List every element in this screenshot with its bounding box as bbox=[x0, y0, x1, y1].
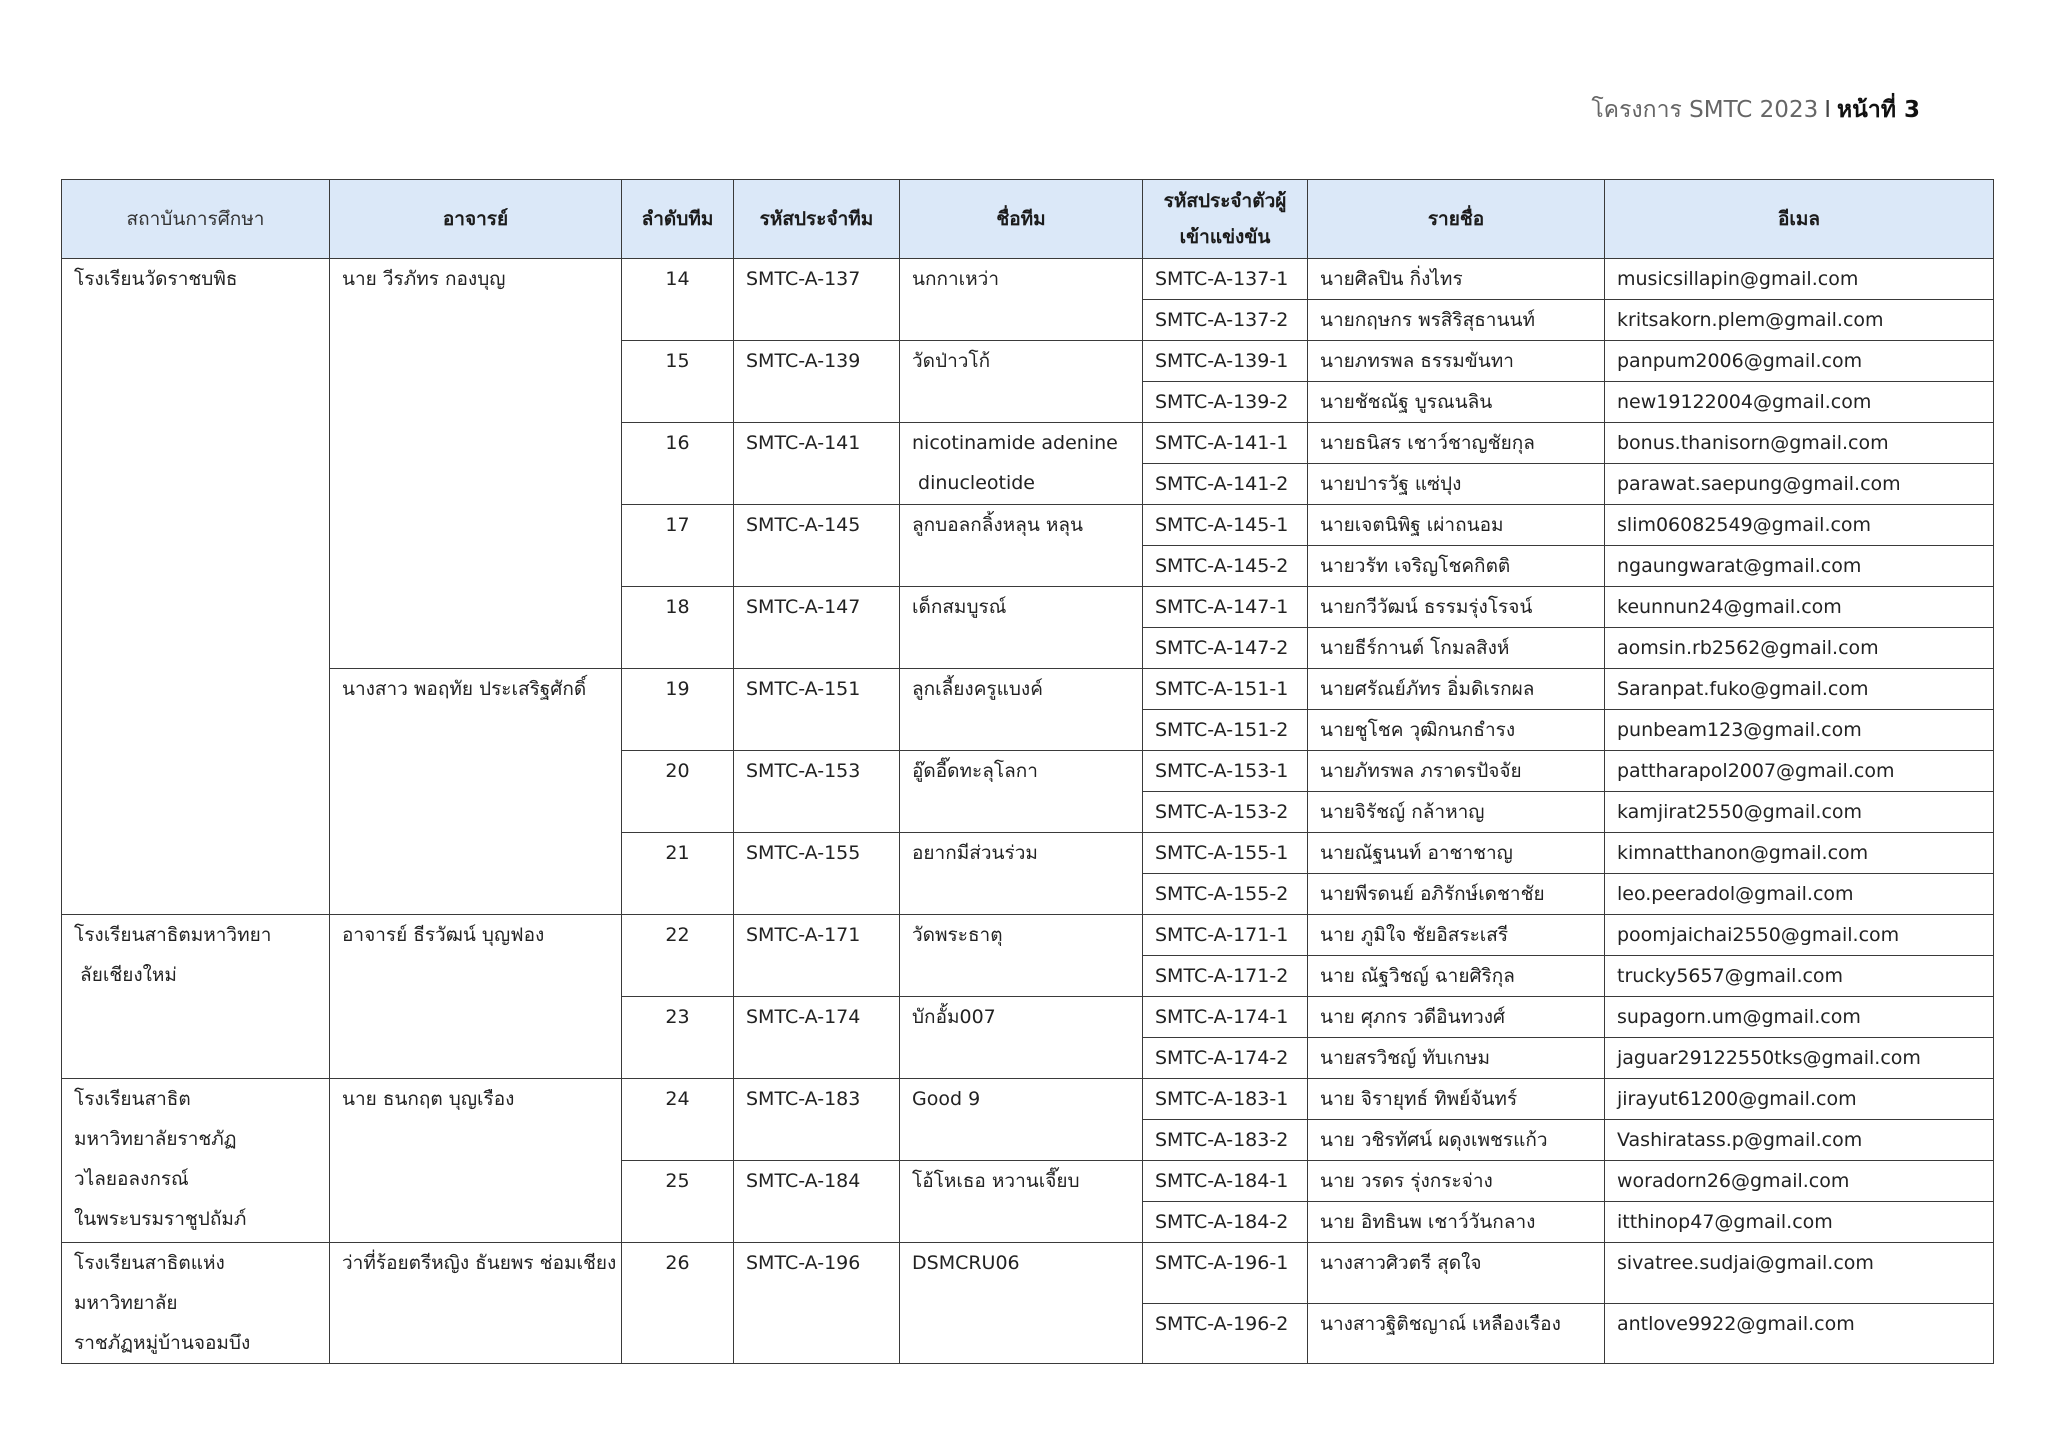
email-cell: Saranpat.fuko@gmail.com bbox=[1605, 669, 1994, 710]
page-header bbox=[1591, 92, 1920, 128]
institution-cell bbox=[62, 259, 330, 915]
member-name-cell: นางสาวศิวตรี สุดใจ bbox=[1308, 1243, 1605, 1304]
advisor-text: นาย วีรภัทร กองบุญ bbox=[342, 268, 506, 290]
team-code-cell: SMTC-A-153 bbox=[734, 751, 900, 833]
member-name-cell: นาย อิทธินพ เชาว์วันกลาง bbox=[1308, 1202, 1605, 1243]
member-code-cell: SMTC-A-183-1 bbox=[1143, 1079, 1308, 1120]
institution-cell bbox=[62, 915, 330, 1079]
member-name-cell: นายณัฐนนท์ อาชาชาญ bbox=[1308, 833, 1605, 874]
email-cell: kritsakorn.plem@gmail.com bbox=[1605, 300, 1994, 341]
member-code-cell: SMTC-A-155-2 bbox=[1143, 874, 1308, 915]
team-no-cell: 24 bbox=[622, 1079, 734, 1161]
team-code-cell: SMTC-A-171 bbox=[734, 915, 900, 997]
email-cell: itthinop47@gmail.com bbox=[1605, 1202, 1994, 1243]
member-name-cell: นายธนิสร เชาว์ชาญชัยกุล bbox=[1308, 423, 1605, 464]
member-code-cell: SMTC-A-147-1 bbox=[1143, 587, 1308, 628]
team-no-cell: 16 bbox=[622, 423, 734, 505]
institution-line1: โรงเรียนสาธิตมหาวิทยา bbox=[74, 924, 272, 946]
member-code-cell: SMTC-A-153-2 bbox=[1143, 792, 1308, 833]
col-header-member-code-line2: เข้าแข่งขัน bbox=[1179, 226, 1271, 248]
email-cell: bonus.thanisorn@gmail.com bbox=[1605, 423, 1994, 464]
email-cell: ngaungwarat@gmail.com bbox=[1605, 546, 1994, 587]
email-cell: supagorn.um@gmail.com bbox=[1605, 997, 1994, 1038]
member-name-cell: นายสรวิชญ์ ทับเกษม bbox=[1308, 1038, 1605, 1079]
col-header-member-code-line1: รหัสประจำตัวผู้ bbox=[1163, 190, 1287, 212]
project-title: โครงการ SMTC 2023 bbox=[1591, 97, 1819, 123]
team-code-cell: SMTC-A-139 bbox=[734, 341, 900, 423]
col-header-team-code: รหัสประจำทีม bbox=[734, 180, 900, 259]
team-no-cell: 23 bbox=[622, 997, 734, 1079]
member-code-cell: SMTC-A-151-1 bbox=[1143, 669, 1308, 710]
member-name-cell: นายศิลปิน กิ่งไทร bbox=[1308, 259, 1605, 300]
member-name-cell: นาย ณัฐวิชญ์ ฉายศิริกุล bbox=[1308, 956, 1605, 997]
table-header-row bbox=[62, 180, 1994, 259]
institution-line3: วไลยอลงกรณ์ bbox=[74, 1168, 189, 1190]
email-cell: aomsin.rb2562@gmail.com bbox=[1605, 628, 1994, 669]
member-code-cell: SMTC-A-137-2 bbox=[1143, 300, 1308, 341]
member-code-cell: SMTC-A-196-2 bbox=[1143, 1303, 1308, 1364]
team-no-cell: 22 bbox=[622, 915, 734, 997]
email-cell: punbeam123@gmail.com bbox=[1605, 710, 1994, 751]
advisor-cell bbox=[330, 1079, 622, 1243]
email-cell: pattharapol2007@gmail.com bbox=[1605, 751, 1994, 792]
email-cell: Vashiratass.p@gmail.com bbox=[1605, 1120, 1994, 1161]
table-row bbox=[62, 1079, 1994, 1120]
institution-line2: ราชภัฏหมู่บ้านจอมบึง bbox=[74, 1332, 251, 1354]
member-name-cell: นาย ศุภกร วดีอินทวงศ์ bbox=[1308, 997, 1605, 1038]
team-no-cell: 19 bbox=[622, 669, 734, 751]
member-name-cell: นายชูโชค วุฒิกนกธำรง bbox=[1308, 710, 1605, 751]
advisor-text: นางสาว พอฤทัย ประเสริฐศักดิ์ bbox=[342, 678, 587, 700]
member-code-cell: SMTC-A-184-1 bbox=[1143, 1161, 1308, 1202]
col-header-member-code bbox=[1143, 180, 1308, 259]
team-name-cell: DSMCRU06 bbox=[900, 1243, 1143, 1364]
member-name-cell: นางสาวฐิติชญาณ์ เหลืองเรือง bbox=[1308, 1303, 1605, 1364]
team-registration-table bbox=[61, 179, 1994, 1364]
team-name-cell: อู๊ดอี๊ดทะลุโลกา bbox=[900, 751, 1143, 833]
member-name-cell: นายภัทรพล ภราดรปัจจัย bbox=[1308, 751, 1605, 792]
member-code-cell: SMTC-A-174-2 bbox=[1143, 1038, 1308, 1079]
email-cell: parawat.saepung@gmail.com bbox=[1605, 464, 1994, 505]
member-name-cell: นาย วชิรทัศน์ ผดุงเพชรแก้ว bbox=[1308, 1120, 1605, 1161]
member-code-cell: SMTC-A-184-2 bbox=[1143, 1202, 1308, 1243]
member-code-cell: SMTC-A-145-1 bbox=[1143, 505, 1308, 546]
team-code-cell: SMTC-A-141 bbox=[734, 423, 900, 505]
table-row bbox=[62, 669, 1994, 710]
advisor-cell bbox=[330, 1243, 622, 1364]
email-cell: antlove9922@gmail.com bbox=[1605, 1303, 1994, 1364]
advisor-cell bbox=[330, 915, 622, 1079]
advisor-text: อาจารย์ ธีรวัฒน์ บุญฟอง bbox=[342, 924, 545, 946]
team-name-cell: อยากมีส่วนร่วม bbox=[900, 833, 1143, 915]
member-name-cell: นาย จิรายุทธ์ ทิพย์จันทร์ bbox=[1308, 1079, 1605, 1120]
email-cell: poomjaichai2550@gmail.com bbox=[1605, 915, 1994, 956]
team-code-cell: SMTC-A-145 bbox=[734, 505, 900, 587]
page-number: หน้าที่ 3 bbox=[1837, 97, 1920, 123]
member-name-cell: นายภทรพล ธรรมขันทา bbox=[1308, 341, 1605, 382]
member-name-cell: นายจิรัชญ์ กล้าหาญ bbox=[1308, 792, 1605, 833]
team-name-cell: Good 9 bbox=[900, 1079, 1143, 1161]
institution-cell bbox=[62, 1079, 330, 1243]
member-name-cell: นายศรัณย์ภัทร อิ่มดิเรกผล bbox=[1308, 669, 1605, 710]
member-name-cell: นาย ภูมิใจ ชัยอิสระเสรี bbox=[1308, 915, 1605, 956]
col-header-team-no: ลำดับทีม bbox=[622, 180, 734, 259]
team-no-cell: 15 bbox=[622, 341, 734, 423]
member-code-cell: SMTC-A-139-1 bbox=[1143, 341, 1308, 382]
team-code-cell: SMTC-A-174 bbox=[734, 997, 900, 1079]
member-code-cell: SMTC-A-141-1 bbox=[1143, 423, 1308, 464]
email-cell: jirayut61200@gmail.com bbox=[1605, 1079, 1994, 1120]
member-name-cell: นายพีรดนย์ อภิรักษ์เดชาชัย bbox=[1308, 874, 1605, 915]
header-separator: I bbox=[1824, 97, 1832, 123]
table-row bbox=[62, 1243, 1994, 1304]
team-no-cell: 25 bbox=[622, 1161, 734, 1243]
team-name-cell: โอ้โหเธอ หวานเจี๊ยบ bbox=[900, 1161, 1143, 1243]
advisor-text: ว่าที่ร้อยตรีหญิง ธันยพร ช่อมเชียง bbox=[342, 1252, 617, 1274]
institution-line4: ในพระบรมราชูปถัมภ์ bbox=[74, 1208, 247, 1230]
team-name-cell: วัดป่าวโก้ bbox=[900, 341, 1143, 423]
member-name-cell: นาย วรดร รุ่งกระจ่าง bbox=[1308, 1161, 1605, 1202]
email-cell: sivatree.sudjai@gmail.com bbox=[1605, 1243, 1994, 1304]
table-row bbox=[62, 915, 1994, 956]
member-name-cell: นายปารวัฐ แซ่ปุง bbox=[1308, 464, 1605, 505]
team-no-cell: 20 bbox=[622, 751, 734, 833]
email-cell: new19122004@gmail.com bbox=[1605, 382, 1994, 423]
member-code-cell: SMTC-A-141-2 bbox=[1143, 464, 1308, 505]
member-code-cell: SMTC-A-171-2 bbox=[1143, 956, 1308, 997]
member-name-cell: นายกวีวัฒน์ ธรรมรุ่งโรจน์ bbox=[1308, 587, 1605, 628]
team-code-cell: SMTC-A-147 bbox=[734, 587, 900, 669]
member-code-cell: SMTC-A-139-2 bbox=[1143, 382, 1308, 423]
institution-line2: ลัยเชียงใหม่ bbox=[80, 964, 177, 986]
team-code-cell: SMTC-A-184 bbox=[734, 1161, 900, 1243]
team-name-line2: dinucleotide bbox=[918, 472, 1035, 494]
email-cell: slim06082549@gmail.com bbox=[1605, 505, 1994, 546]
col-header-advisor: อาจารย์ bbox=[330, 180, 622, 259]
email-cell: keunnun24@gmail.com bbox=[1605, 587, 1994, 628]
team-no-cell: 21 bbox=[622, 833, 734, 915]
email-cell: kimnatthanon@gmail.com bbox=[1605, 833, 1994, 874]
team-name-cell: ลูกเลี้ยงครูแบงค์ bbox=[900, 669, 1143, 751]
member-code-cell: SMTC-A-171-1 bbox=[1143, 915, 1308, 956]
member-name-cell: นายกฤษกร พรสิริสุธานนท์ bbox=[1308, 300, 1605, 341]
institution-line1: โรงเรียนสาธิต bbox=[74, 1088, 191, 1110]
advisor-cell bbox=[330, 259, 622, 669]
team-name-cell: วัดพระธาตุ bbox=[900, 915, 1143, 997]
team-code-cell: SMTC-A-155 bbox=[734, 833, 900, 915]
member-code-cell: SMTC-A-137-1 bbox=[1143, 259, 1308, 300]
team-no-cell: 14 bbox=[622, 259, 734, 341]
member-name-cell: นายเจตนิพิฐ เผ่าถนอม bbox=[1308, 505, 1605, 546]
member-code-cell: SMTC-A-151-2 bbox=[1143, 710, 1308, 751]
institution-cell bbox=[62, 1243, 330, 1364]
col-header-team-name: ชื่อทีม bbox=[900, 180, 1143, 259]
member-code-cell: SMTC-A-145-2 bbox=[1143, 546, 1308, 587]
team-name-cell: บักอั้ม007 bbox=[900, 997, 1143, 1079]
institution-line1: โรงเรียนสาธิตแห่งมหาวิทยาลัย bbox=[74, 1252, 225, 1314]
institution-text: โรงเรียนวัดราชบพิธ bbox=[74, 268, 238, 290]
team-code-cell: SMTC-A-183 bbox=[734, 1079, 900, 1161]
team-code-cell: SMTC-A-151 bbox=[734, 669, 900, 751]
email-cell: musicsillapin@gmail.com bbox=[1605, 259, 1994, 300]
email-cell: leo.peeradol@gmail.com bbox=[1605, 874, 1994, 915]
team-name-cell bbox=[900, 423, 1143, 505]
member-name-cell: นายธีร์กานต์ โกมลสิงห์ bbox=[1308, 628, 1605, 669]
member-code-cell: SMTC-A-155-1 bbox=[1143, 833, 1308, 874]
team-name-cell: ลูกบอลกลิ้งหลุน หลุน bbox=[900, 505, 1143, 587]
email-cell: kamjirat2550@gmail.com bbox=[1605, 792, 1994, 833]
col-header-email: อีเมล bbox=[1605, 180, 1994, 259]
col-header-institution: สถาบันการศึกษา bbox=[62, 180, 330, 259]
team-name-cell: นกกาเหว่า bbox=[900, 259, 1143, 341]
member-code-cell: SMTC-A-174-1 bbox=[1143, 997, 1308, 1038]
member-code-cell: SMTC-A-147-2 bbox=[1143, 628, 1308, 669]
member-code-cell: SMTC-A-153-1 bbox=[1143, 751, 1308, 792]
advisor-text: นาย ธนกฤต บุญเรือง bbox=[342, 1088, 515, 1110]
email-cell: woradorn26@gmail.com bbox=[1605, 1161, 1994, 1202]
team-name-line1: nicotinamide adenine bbox=[912, 432, 1118, 454]
member-name-cell: นายวรัท เจริญโชคกิตติ bbox=[1308, 546, 1605, 587]
member-code-cell: SMTC-A-183-2 bbox=[1143, 1120, 1308, 1161]
member-name-cell: นายชัชณัฐ บูรณนลิน bbox=[1308, 382, 1605, 423]
team-code-cell: SMTC-A-196 bbox=[734, 1243, 900, 1364]
table-row bbox=[62, 259, 1994, 300]
col-header-member-name: รายชื่อ bbox=[1308, 180, 1605, 259]
member-code-cell: SMTC-A-196-1 bbox=[1143, 1243, 1308, 1304]
advisor-cell bbox=[330, 669, 622, 915]
team-no-cell: 17 bbox=[622, 505, 734, 587]
team-name-cell: เด็กสมบูรณ์ bbox=[900, 587, 1143, 669]
email-cell: panpum2006@gmail.com bbox=[1605, 341, 1994, 382]
team-no-cell: 18 bbox=[622, 587, 734, 669]
institution-line2: มหาวิทยาลัยราชภัฏ bbox=[74, 1128, 237, 1150]
email-cell: jaguar29122550tks@gmail.com bbox=[1605, 1038, 1994, 1079]
team-no-cell: 26 bbox=[622, 1243, 734, 1364]
team-code-cell: SMTC-A-137 bbox=[734, 259, 900, 341]
email-cell: trucky5657@gmail.com bbox=[1605, 956, 1994, 997]
